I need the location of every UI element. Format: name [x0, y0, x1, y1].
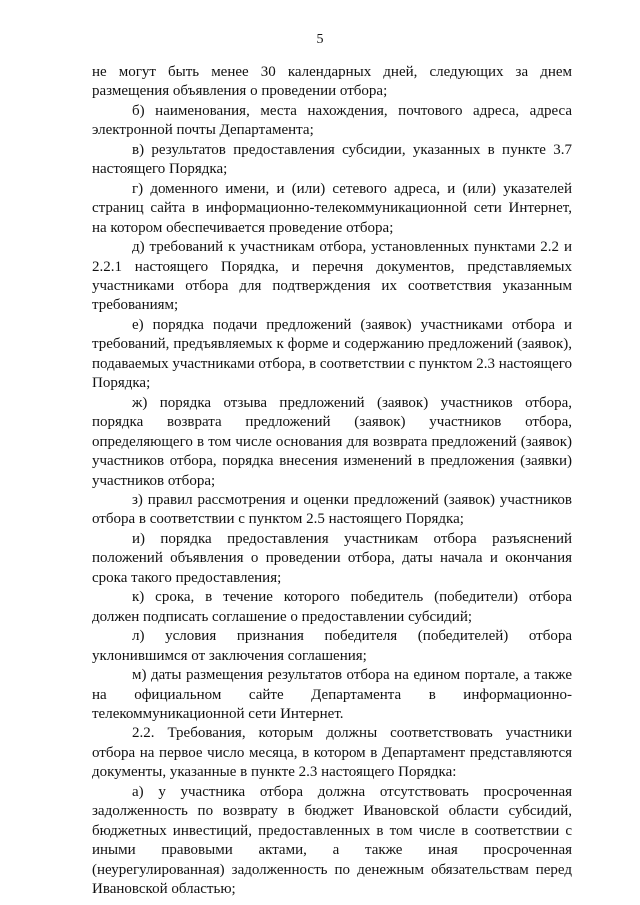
document-body [92, 63, 572, 899]
paragraph-item-i: и) порядка предоставления участникам отбора разъяснений положений объявления о проведении отбора, даты начала и окончания срока такого предоставления; [92, 530, 572, 586]
paragraph-item-l: л) условия признания победителя (победителей) отбора уклонившимся от заключения соглашения; [92, 628, 572, 664]
paragraph-item-g: г) доменного имени, и (или) сетевого адреса, и (или) указателей страниц сайта в информационно-телекоммуникационной сети Интернет, на котором обеспечивается проведение отбора; [92, 180, 572, 236]
paragraph-item-z: з) правил рассмотрения и оценки предложений (заявок) участников отбора в соответствии с пунктом 2.5 настоящего Порядка; [92, 491, 572, 528]
paragraph-item-b: б) наименования, места нахождения, почтового адреса, адреса электронной почты Департамента; [92, 102, 572, 139]
paragraph-item-k: к) срока, в течение которого победитель (победители) отбора должен подписать соглашение о предоставлении субсидий; [92, 589, 572, 625]
paragraph-item-d: д) требований к участникам отбора, установленных пунктами 2.2 и 2.2.1 настоящего Порядка, и перечня документов, представляемых участниками отбора для подтверждения их соответствия указанным требованиям; [92, 239, 572, 314]
paragraph-section-2-2: 2.2. Требования, которым должны соответствовать участники отбора на первое число месяца, в котором в Департамент представляются документы, указанные в пункте 2.3 настоящего Порядка: [92, 725, 572, 781]
paragraph-item-e: е) порядка подачи предложений (заявок) участниками отбора и требований, предъявляемых к форме и содержанию предложений (заявок), подаваемых участниками отбора, в соответствии с пунктом 2.3 настоящего Порядка; [92, 316, 573, 392]
paragraph-continuation: не могут быть менее 30 календарных дней, следующих за днем размещения объявления о проведении отбора; [92, 64, 572, 100]
paragraph-item-v: в) результатов предоставления субсидии, указанных в пункте 3.7 настоящего Порядка; [92, 141, 572, 178]
paragraph-item-zh: ж) порядка отзыва предложений (заявок) участников отбора, порядка возврата предложений (заявок) участников отбора, определяющего в том числе основания для возврата предложений (заявок) участников отбора, порядка внесения изменений в предложения (заявки) участников отбора; [92, 394, 572, 489]
paragraph-item-m: м) даты размещения результатов отбора на едином портале, а также на официальном сайте Департамента в информационно-телекоммуникационной сети Интернет. [92, 667, 572, 722]
page-number: 5 [316, 32, 324, 47]
paragraph-item-a: а) у участника отбора должна отсутствовать просроченная задолженность по возврату в бюджет Ивановской области субсидий, бюджетных инвестиций, предоставленных в том числе в соответствии с иными правовыми актами, а также иная просроченная (неурегулированная) задолженность по денежным обязательствам перед Ивановской областью; [92, 783, 572, 898]
